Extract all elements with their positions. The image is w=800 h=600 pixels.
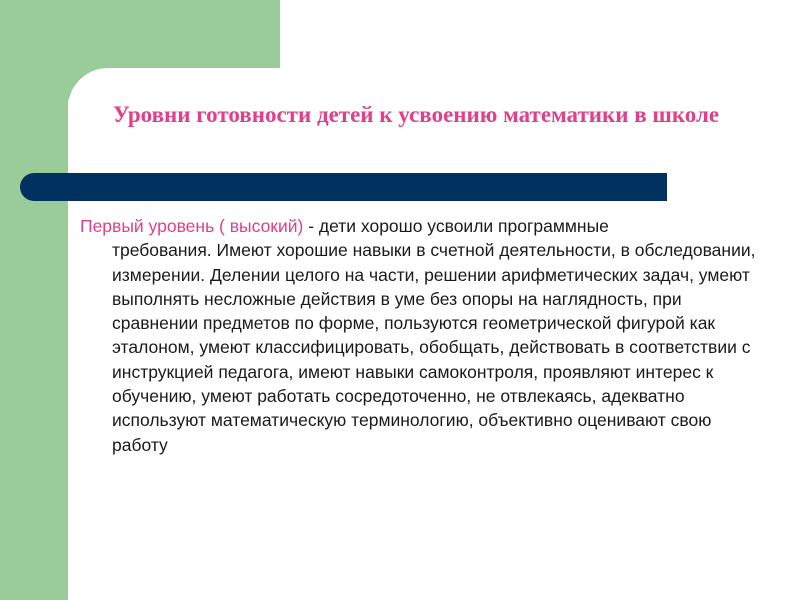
slide-title: Уровни готовности детей к усвоению математики в школе [112, 102, 720, 127]
green-accent-left [0, 0, 68, 600]
slide-body-text [80, 214, 760, 457]
body-first-line [80, 214, 760, 238]
level-label: Первый уровень ( высокий) [80, 216, 304, 236]
body-paragraph: требования. Имеют хорошие навыки в счетной деятельности, в обследовании, измерении. Делении целого на части, решении арифметических задач, умеют выполнять несложные действия в уме без опоры на наглядность, при сравнении предметов по форме, пользуются геометрической фигурой как эталоном, умеют классифицировать, обобщать, действовать в соответствии с инструкцией педагога, имеют навыки самоконтроля, проявляют интерес к обучению, умеют работать сосредоточенно, не отвлекаясь, адекватно используют математическую терминологию, объективно оценивают свою работу [112, 240, 756, 455]
title-divider-bar [20, 173, 667, 201]
body-first-line-text: - дети хорошо усвоили программные [303, 216, 609, 236]
